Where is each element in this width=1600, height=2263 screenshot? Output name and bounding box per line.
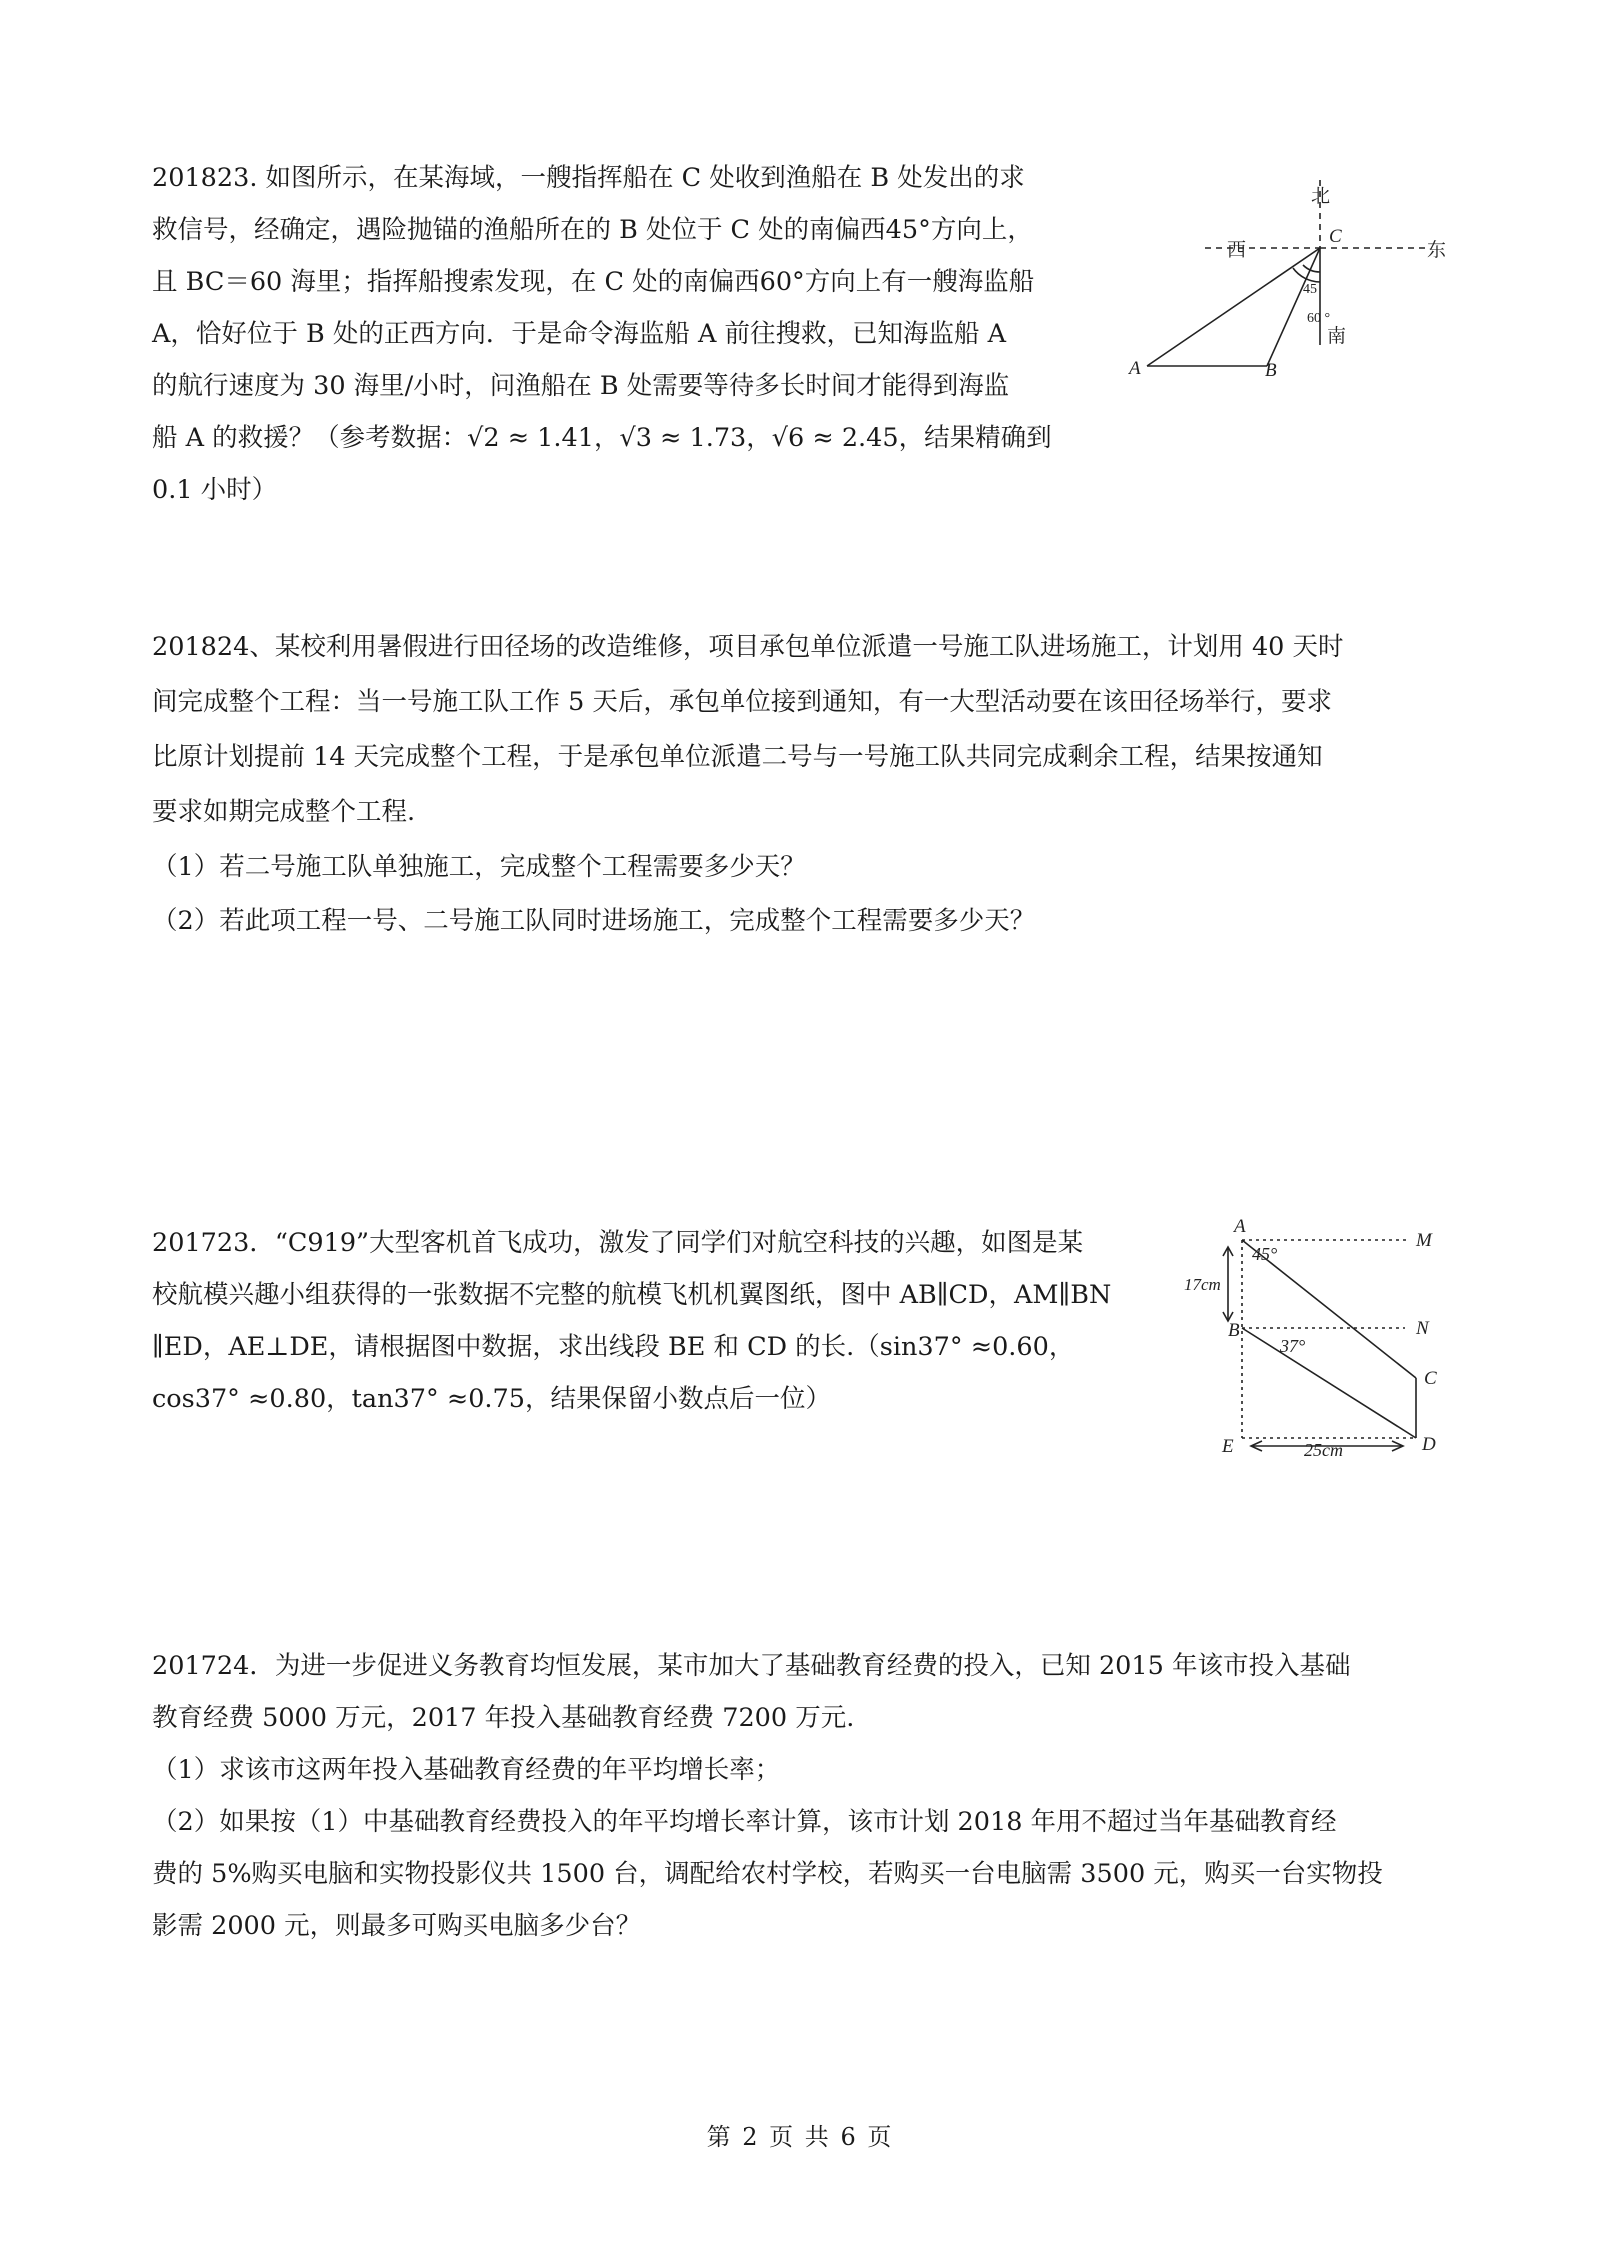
text-line: 且 BC＝60 海里；指挥船搜索发现，在 C 处的南偏西60°方向上有一艘海监船 <box>152 267 1035 297</box>
label-point-b: B <box>1228 1320 1240 1341</box>
text-line: 船 A 的救援？（参考数据：√2 ≈ 1.41，√3 ≈ 1.73，√6 ≈ 2.45，结果精确到 <box>152 423 1052 453</box>
text-line: 201823. 如图所示，在某海域，一艘指挥船在 C 处收到渔船在 B 处发出的求 <box>152 163 1025 193</box>
label-point-a: A <box>1234 1216 1246 1237</box>
label-point-m: M <box>1416 1230 1432 1251</box>
text-line: 影需 2000 元，则最多可购买电脑多少台？ <box>152 1911 642 1941</box>
problem-201823 <box>152 152 1112 516</box>
text-line: 201824、某校利用暑假进行田径场的改造维修，项目承包单位派遣一号施工队进场施工，计划用 40 天时 <box>152 632 1344 662</box>
text-line: 要求如期完成整个工程. <box>152 797 416 827</box>
label-length-17cm: 17cm <box>1184 1275 1221 1294</box>
text-line: 费的 5%购买电脑和实物投影仪共 1500 台，调配给农村学校，若购买一台电脑需 3500 元，购买一台实物投 <box>152 1859 1383 1889</box>
label-east: 东 <box>1427 240 1447 261</box>
angle-arc-60 <box>1293 268 1320 282</box>
label-point-b: B <box>1265 360 1277 381</box>
label-angle-45: 45° <box>1252 1244 1278 1264</box>
text-line: ∥ED，AE⊥DE，请根据图中数据，求出线段 BE 和 CD 的长.（sin37° ≈0.60， <box>152 1332 1075 1362</box>
label-angle-45: 45 <box>1303 282 1317 297</box>
figure-compass-diagram <box>1115 180 1455 390</box>
text-line: A，恰好位于 B 处的正西方向．于是命令海监船 A 前往搜救，已知海监船 A <box>152 319 1007 349</box>
label-west: 西 <box>1227 240 1247 261</box>
text-line: 校航模兴趣小组获得的一张数据不完整的航模飞机机翼图纸，图中 AB∥CD，AM∥BN <box>152 1280 1112 1310</box>
question-1: （1）若二号施工队单独施工，完成整个工程需要多少天？ <box>152 852 806 882</box>
problem-text <box>152 1640 1472 1744</box>
problem-201723 <box>152 1217 1182 1425</box>
text-line: 教育经费 5000 万元，2017 年投入基础教育经费 7200 万元. <box>152 1703 855 1733</box>
label-point-d: D <box>1422 1434 1436 1455</box>
label-point-a: A <box>1129 358 1141 379</box>
label-length-25cm: 25cm <box>1304 1440 1343 1460</box>
label-point-e: E <box>1222 1436 1234 1457</box>
text-line: cos37° ≈0.80，tan37° ≈0.75，结果保留小数点后一位） <box>152 1384 831 1414</box>
question-1: （1）求该市这两年投入基础教育经费的年平均增长率； <box>152 1755 781 1785</box>
question-2: （2）若此项工程一号、二号施工队同时进场施工，完成整个工程需要多少天？ <box>152 906 1036 936</box>
segment-bd <box>1242 1328 1416 1438</box>
figure-wing-diagram <box>1180 1210 1470 1470</box>
text-line: 201724．为进一步促进义务教育均恒发展，某市加大了基础教育经费的投入，已知 2015 年该市投入基础 <box>152 1651 1351 1681</box>
problem-text <box>152 620 1472 840</box>
label-angle-60: 60 ° <box>1307 311 1331 326</box>
problem-201824 <box>152 620 1472 948</box>
label-south: 南 <box>1327 326 1347 347</box>
text-line: 的航行速度为 30 海里/小时，问渔船在 B 处需要等待多长时间才能得到海监 <box>152 371 1010 401</box>
label-point-n: N <box>1416 1318 1429 1339</box>
text-line: 0.1 小时） <box>152 475 278 505</box>
text-line: 救信号，经确定，遇险抛锚的渔船所在的 B 处位于 C 处的南偏西45°方向上， <box>152 215 1033 245</box>
label-north: 北 <box>1311 186 1331 207</box>
label-point-c: C <box>1329 226 1342 247</box>
problem-text <box>152 1217 1182 1425</box>
question-2 <box>152 1796 1472 1952</box>
label-point-c: C <box>1424 1368 1437 1389</box>
label-angle-37: 37° <box>1280 1336 1306 1356</box>
problem-text <box>152 152 1112 516</box>
problem-201724 <box>152 1640 1472 1952</box>
text-line: 比原计划提前 14 天完成整个工程，于是承包单位派遣二号与一号施工队共同完成剩余工程，结果按通知 <box>152 742 1323 772</box>
text-line: 201723．“C919”大型客机首飞成功，激发了同学们对航空科技的兴趣，如图是某 <box>152 1228 1084 1258</box>
text-line: （2）如果按（1）中基础教育经费投入的年平均增长率计算，该市计划 2018 年用不超过当年基础教育经 <box>152 1807 1337 1837</box>
text-line: 间完成整个工程：当一号施工队工作 5 天后，承包单位接到通知，有一大型活动要在该田径场举行，要求 <box>152 687 1332 717</box>
page-footer: 第 2 页 共 6 页 <box>706 2123 894 2151</box>
